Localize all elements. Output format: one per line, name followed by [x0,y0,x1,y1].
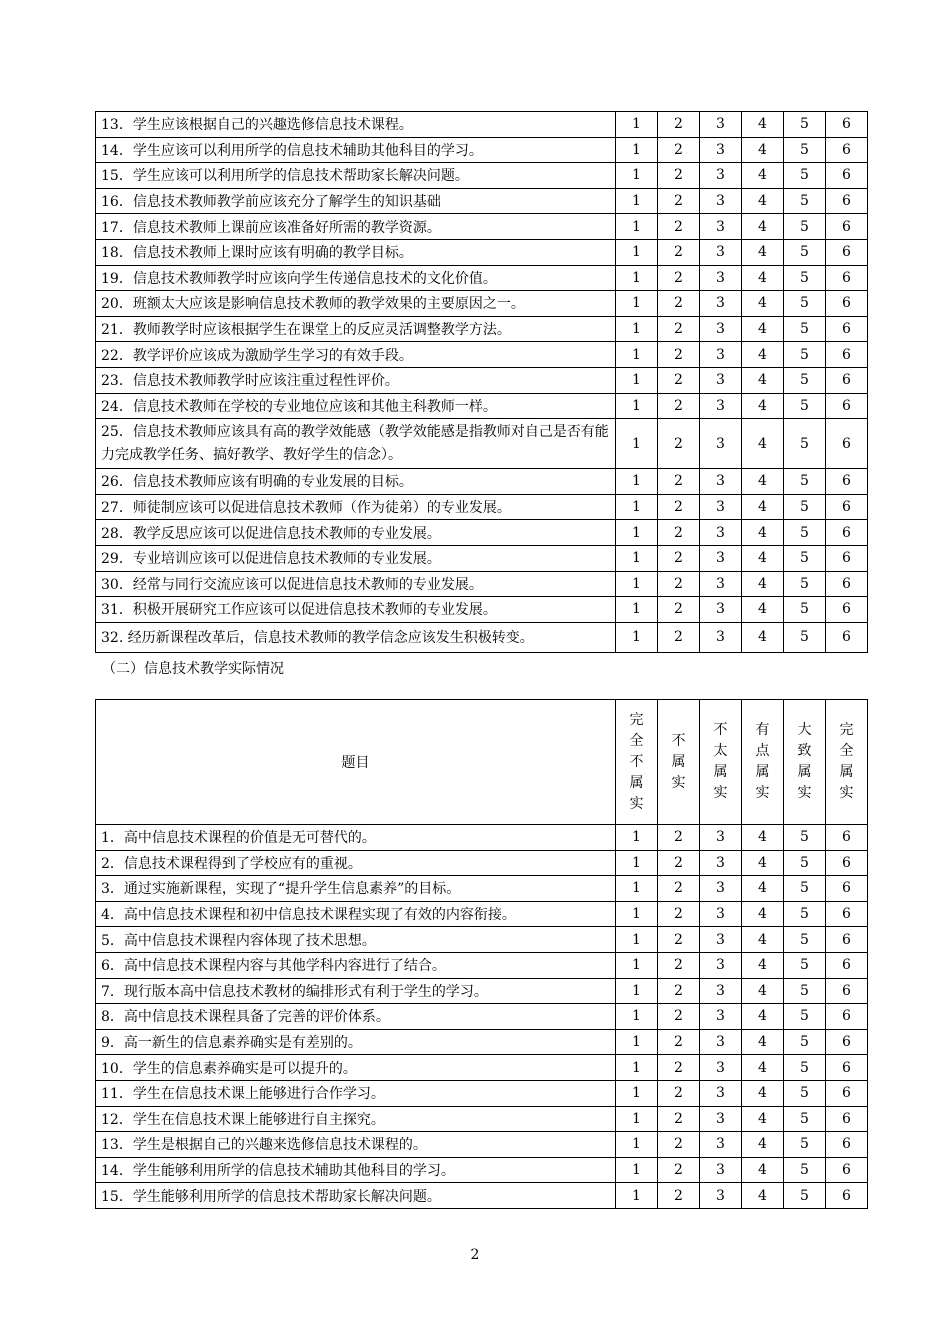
rating-cell: 2 [658,1080,700,1106]
rating-cell: 5 [784,214,826,240]
rating-cell: 1 [616,188,658,214]
rating-cell: 3 [700,419,742,469]
question-cell: 14．学生应该可以利用所学的信息技术辅助其他科目的学习。 [96,137,616,163]
question-cell: 2．信息技术课程得到了学校应有的重视。 [96,850,616,876]
table-row [96,978,868,1004]
question-cell: 13．学生应该根据自己的兴趣选修信息技术课程。 [96,112,616,138]
rating-cell: 5 [784,1004,826,1030]
rating-cell: 4 [742,1183,784,1209]
table-row [96,112,868,138]
rating-cell: 6 [826,597,868,623]
rating-cell: 4 [742,1106,784,1132]
rating-cell: 2 [658,1106,700,1132]
rating-cell: 3 [700,850,742,876]
rating-cell: 6 [826,494,868,520]
rating-cell: 4 [742,214,784,240]
question-cell: 19．信息技术教师教学时应该向学生传递信息技术的文化价值。 [96,265,616,291]
table-row [96,1055,868,1081]
question-cell: 3．通过实施新课程，实现了“提升学生信息素养”的目标。 [96,876,616,902]
rating-cell: 1 [616,927,658,953]
rating-cell: 1 [616,1132,658,1158]
rating-cell: 4 [742,419,784,469]
rating-cell: 4 [742,825,784,851]
table-row [96,1132,868,1158]
rating-cell: 6 [826,469,868,495]
table-row [96,494,868,520]
table-row [96,825,868,851]
rating-cell: 5 [784,367,826,393]
rating-cell: 3 [700,978,742,1004]
table-row [96,239,868,265]
rating-cell: 2 [658,1183,700,1209]
rating-cell: 2 [658,571,700,597]
rating-cell: 4 [742,469,784,495]
rating-cell: 1 [616,545,658,571]
rating-cell: 6 [826,112,868,138]
rating-cell: 4 [742,1080,784,1106]
rating-cell: 4 [742,622,784,652]
rating-cell: 1 [616,163,658,189]
rating-cell: 1 [616,597,658,623]
rating-cell: 2 [658,520,700,546]
rating-cell: 4 [742,1157,784,1183]
rating-cell: 2 [658,1055,700,1081]
table-row [96,188,868,214]
rating-cell: 2 [658,163,700,189]
table-row [96,901,868,927]
rating-cell: 1 [616,1106,658,1132]
rating-cell: 1 [616,342,658,368]
table-header-row [96,700,868,825]
rating-cell: 4 [742,342,784,368]
rating-cell: 6 [826,1080,868,1106]
rating-cell: 1 [616,494,658,520]
rating-cell: 6 [826,1157,868,1183]
rating-cell: 4 [742,163,784,189]
question-cell: 31．积极开展研究工作应该可以促进信息技术教师的专业发展。 [96,597,616,623]
rating-cell: 5 [784,163,826,189]
rating-cell: 4 [742,494,784,520]
rating-cell: 4 [742,393,784,419]
rating-cell: 5 [784,1132,826,1158]
rating-cell: 3 [700,1004,742,1030]
rating-cell: 6 [826,367,868,393]
rating-cell: 1 [616,901,658,927]
table-row [96,1029,868,1055]
question-cell: 18．信息技术教师上课时应该有明确的教学目标。 [96,239,616,265]
rating-cell: 2 [658,214,700,240]
survey-table-beliefs [95,111,868,653]
rating-cell: 4 [742,188,784,214]
table-row [96,265,868,291]
question-cell: 13．学生是根据自己的兴趣来选修信息技术课程的。 [96,1132,616,1158]
rating-cell: 2 [658,342,700,368]
rating-cell: 2 [658,978,700,1004]
rating-cell: 6 [826,622,868,652]
rating-cell: 6 [826,901,868,927]
rating-cell: 5 [784,1157,826,1183]
rating-cell: 6 [826,419,868,469]
question-cell: 28．教学反思应该可以促进信息技术教师的专业发展。 [96,520,616,546]
rating-cell: 6 [826,850,868,876]
rating-cell: 2 [658,316,700,342]
rating-cell: 2 [658,494,700,520]
table-row [96,1106,868,1132]
rating-cell: 1 [616,316,658,342]
table-row [96,316,868,342]
question-cell: 6．高中信息技术课程内容与其他学科内容进行了结合。 [96,952,616,978]
rating-cell: 6 [826,571,868,597]
rating-cell: 5 [784,419,826,469]
rating-cell: 1 [616,952,658,978]
table-row [96,1183,868,1209]
question-cell: 4．高中信息技术课程和初中信息技术课程实现了有效的内容衔接。 [96,901,616,927]
rating-cell: 3 [700,265,742,291]
rating-cell: 2 [658,137,700,163]
rating-cell: 2 [658,952,700,978]
rating-cell: 1 [616,1029,658,1055]
table-row [96,876,868,902]
question-cell: 15．学生能够利用所学的信息技术帮助家长解决问题。 [96,1183,616,1209]
table-row [96,291,868,317]
page-number: 2 [470,1247,480,1263]
question-cell: 14．学生能够利用所学的信息技术辅助其他科目的学习。 [96,1157,616,1183]
table-row [96,597,868,623]
question-cell: 30．经常与同行交流应该可以促进信息技术教师的专业发展。 [96,571,616,597]
rating-cell: 2 [658,469,700,495]
rating-cell: 6 [826,876,868,902]
rating-cell: 5 [784,316,826,342]
question-cell: 15．学生应该可以利用所学的信息技术帮助家长解决问题。 [96,163,616,189]
rating-cell: 6 [826,1029,868,1055]
rating-cell: 3 [700,239,742,265]
rating-cell: 1 [616,1157,658,1183]
table-row [96,952,868,978]
rating-cell: 1 [616,978,658,1004]
question-cell: 23．信息技术教师教学时应该注重过程性评价。 [96,367,616,393]
rating-cell: 5 [784,952,826,978]
header-option: 大致属实 [784,700,826,825]
rating-cell: 2 [658,927,700,953]
rating-cell: 3 [700,214,742,240]
rating-cell: 2 [658,597,700,623]
question-cell: 1．高中信息技术课程的价值是无可替代的。 [96,825,616,851]
rating-cell: 2 [658,393,700,419]
rating-cell: 3 [700,1157,742,1183]
table-row [96,469,868,495]
rating-cell: 3 [700,952,742,978]
rating-cell: 1 [616,469,658,495]
question-cell: 20．班额太大应该是影响信息技术教师的教学效果的主要原因之一。 [96,291,616,317]
table-row [96,571,868,597]
rating-cell: 6 [826,927,868,953]
question-cell: 27．师徒制应该可以促进信息技术教师（作为徒弟）的专业发展。 [96,494,616,520]
header-option: 有点属实 [742,700,784,825]
rating-cell: 1 [616,239,658,265]
rating-cell: 4 [742,901,784,927]
rating-cell: 1 [616,1004,658,1030]
rating-cell: 5 [784,291,826,317]
rating-cell: 4 [742,316,784,342]
rating-cell: 1 [616,876,658,902]
rating-cell: 6 [826,163,868,189]
rating-cell: 6 [826,239,868,265]
rating-cell: 2 [658,1132,700,1158]
rating-cell: 6 [826,545,868,571]
rating-cell: 3 [700,1029,742,1055]
rating-cell: 6 [826,825,868,851]
rating-cell: 6 [826,291,868,317]
table-row [96,163,868,189]
rating-cell: 3 [700,545,742,571]
rating-cell: 2 [658,850,700,876]
rating-cell: 4 [742,137,784,163]
rating-cell: 3 [700,188,742,214]
table-row [96,393,868,419]
rating-cell: 3 [700,927,742,953]
table-row [96,1004,868,1030]
rating-cell: 4 [742,1055,784,1081]
rating-cell: 5 [784,571,826,597]
table-row [96,419,868,469]
rating-cell: 3 [700,494,742,520]
rating-cell: 4 [742,265,784,291]
rating-cell: 2 [658,367,700,393]
rating-cell: 6 [826,393,868,419]
rating-cell: 4 [742,876,784,902]
rating-cell: 1 [616,214,658,240]
rating-cell: 4 [742,367,784,393]
question-cell: 32. 经历新课程改革后，信息技术教师的教学信念应该发生积极转变。 [96,622,616,652]
rating-cell: 2 [658,265,700,291]
rating-cell: 3 [700,316,742,342]
rating-cell: 6 [826,342,868,368]
rating-cell: 3 [700,901,742,927]
rating-cell: 6 [826,265,868,291]
header-option: 完全属实 [826,700,868,825]
table-row [96,927,868,953]
rating-cell: 2 [658,239,700,265]
question-cell: 8．高中信息技术课程具备了完善的评价体系。 [96,1004,616,1030]
rating-cell: 1 [616,571,658,597]
header-option: 不太属实 [700,700,742,825]
rating-cell: 3 [700,622,742,652]
rating-cell: 3 [700,597,742,623]
rating-cell: 6 [826,520,868,546]
rating-cell: 5 [784,188,826,214]
table-row [96,520,868,546]
rating-cell: 1 [616,419,658,469]
table-row [96,214,868,240]
rating-cell: 5 [784,1080,826,1106]
rating-cell: 2 [658,545,700,571]
rating-cell: 3 [700,825,742,851]
table-row [96,137,868,163]
rating-cell: 4 [742,850,784,876]
rating-cell: 2 [658,1004,700,1030]
section-heading: （二）信息技术教学实际情况 [102,661,284,677]
rating-cell: 3 [700,393,742,419]
rating-cell: 1 [616,265,658,291]
rating-cell: 2 [658,419,700,469]
rating-cell: 5 [784,469,826,495]
rating-cell: 5 [784,393,826,419]
rating-cell: 2 [658,876,700,902]
rating-cell: 5 [784,545,826,571]
question-cell: 11．学生在信息技术课上能够进行合作学习。 [96,1080,616,1106]
rating-cell: 5 [784,112,826,138]
rating-cell: 4 [742,571,784,597]
rating-cell: 2 [658,291,700,317]
rating-cell: 3 [700,163,742,189]
rating-cell: 4 [742,291,784,317]
rating-cell: 5 [784,1106,826,1132]
rating-cell: 4 [742,520,784,546]
rating-cell: 4 [742,1132,784,1158]
rating-cell: 2 [658,825,700,851]
rating-cell: 3 [700,571,742,597]
table-row [96,622,868,652]
rating-cell: 3 [700,137,742,163]
rating-cell: 1 [616,1055,658,1081]
rating-cell: 5 [784,1183,826,1209]
rating-cell: 5 [784,622,826,652]
rating-cell: 2 [658,188,700,214]
header-option: 完全不属实 [616,700,658,825]
rating-cell: 2 [658,1029,700,1055]
rating-cell: 1 [616,137,658,163]
rating-cell: 3 [700,876,742,902]
rating-cell: 5 [784,520,826,546]
rating-cell: 2 [658,901,700,927]
question-cell: 9．高一新生的信息素养确实是有差别的。 [96,1029,616,1055]
question-cell: 12．学生在信息技术课上能够进行自主探究。 [96,1106,616,1132]
table-row [96,850,868,876]
table-row [96,367,868,393]
question-cell: 29．专业培训应该可以促进信息技术教师的专业发展。 [96,545,616,571]
rating-cell: 4 [742,597,784,623]
table-row [96,342,868,368]
header-question: 题目 [96,700,616,825]
rating-cell: 6 [826,188,868,214]
rating-cell: 3 [700,1055,742,1081]
rating-cell: 6 [826,1004,868,1030]
question-cell: 22．教学评价应该成为激励学生学习的有效手段。 [96,342,616,368]
rating-cell: 6 [826,214,868,240]
rating-cell: 5 [784,1055,826,1081]
question-cell: 24．信息技术教师在学校的专业地位应该和其他主科教师一样。 [96,393,616,419]
rating-cell: 5 [784,825,826,851]
rating-cell: 3 [700,112,742,138]
rating-cell: 3 [700,469,742,495]
rating-cell: 6 [826,1055,868,1081]
rating-cell: 3 [700,367,742,393]
rating-cell: 3 [700,1080,742,1106]
question-cell: 21．教师教学时应该根据学生在课堂上的反应灵活调整教学方法。 [96,316,616,342]
rating-cell: 5 [784,978,826,1004]
rating-cell: 5 [784,239,826,265]
rating-cell: 5 [784,597,826,623]
question-cell: 25．信息技术教师应该具有高的教学效能感（教学效能感是指教师对自己是否有能力完成教学任务、搞好教学、教好学生的信念）。 [96,419,616,469]
rating-cell: 4 [742,239,784,265]
rating-cell: 1 [616,1080,658,1106]
rating-cell: 4 [742,927,784,953]
rating-cell: 1 [616,850,658,876]
rating-cell: 2 [658,112,700,138]
rating-cell: 1 [616,112,658,138]
rating-cell: 1 [616,393,658,419]
rating-cell: 1 [616,1183,658,1209]
rating-cell: 5 [784,137,826,163]
rating-cell: 4 [742,1004,784,1030]
rating-cell: 3 [700,291,742,317]
rating-cell: 3 [700,1183,742,1209]
rating-cell: 6 [826,137,868,163]
rating-cell: 6 [826,978,868,1004]
table-row [96,1080,868,1106]
rating-cell: 4 [742,545,784,571]
rating-cell: 1 [616,520,658,546]
rating-cell: 1 [616,367,658,393]
rating-cell: 5 [784,850,826,876]
rating-cell: 1 [616,825,658,851]
rating-cell: 5 [784,901,826,927]
rating-cell: 6 [826,1183,868,1209]
rating-cell: 3 [700,342,742,368]
table-row [96,1157,868,1183]
rating-cell: 5 [784,265,826,291]
rating-cell: 2 [658,622,700,652]
rating-cell: 6 [826,1132,868,1158]
rating-cell: 4 [742,112,784,138]
rating-cell: 6 [826,1106,868,1132]
rating-cell: 3 [700,520,742,546]
rating-cell: 4 [742,952,784,978]
question-cell: 7．现行版本高中信息技术教材的编排形式有利于学生的学习。 [96,978,616,1004]
rating-cell: 3 [700,1132,742,1158]
rating-cell: 6 [826,316,868,342]
header-option: 不属实 [658,700,700,825]
rating-cell: 1 [616,622,658,652]
question-cell: 10．学生的信息素养确实是可以提升的。 [96,1055,616,1081]
rating-cell: 5 [784,342,826,368]
rating-cell: 5 [784,876,826,902]
rating-cell: 5 [784,494,826,520]
rating-cell: 4 [742,1029,784,1055]
table-row [96,545,868,571]
question-cell: 16．信息技术教师教学前应该充分了解学生的知识基础 [96,188,616,214]
question-cell: 17．信息技术教师上课前应该准备好所需的教学资源。 [96,214,616,240]
survey-table-actual [95,699,868,1209]
rating-cell: 6 [826,952,868,978]
rating-cell: 5 [784,927,826,953]
rating-cell: 5 [784,1029,826,1055]
rating-cell: 1 [616,291,658,317]
question-cell: 5．高中信息技术课程内容体现了技术思想。 [96,927,616,953]
question-cell: 26．信息技术教师应该有明确的专业发展的目标。 [96,469,616,495]
rating-cell: 3 [700,1106,742,1132]
rating-cell: 4 [742,978,784,1004]
rating-cell: 2 [658,1157,700,1183]
